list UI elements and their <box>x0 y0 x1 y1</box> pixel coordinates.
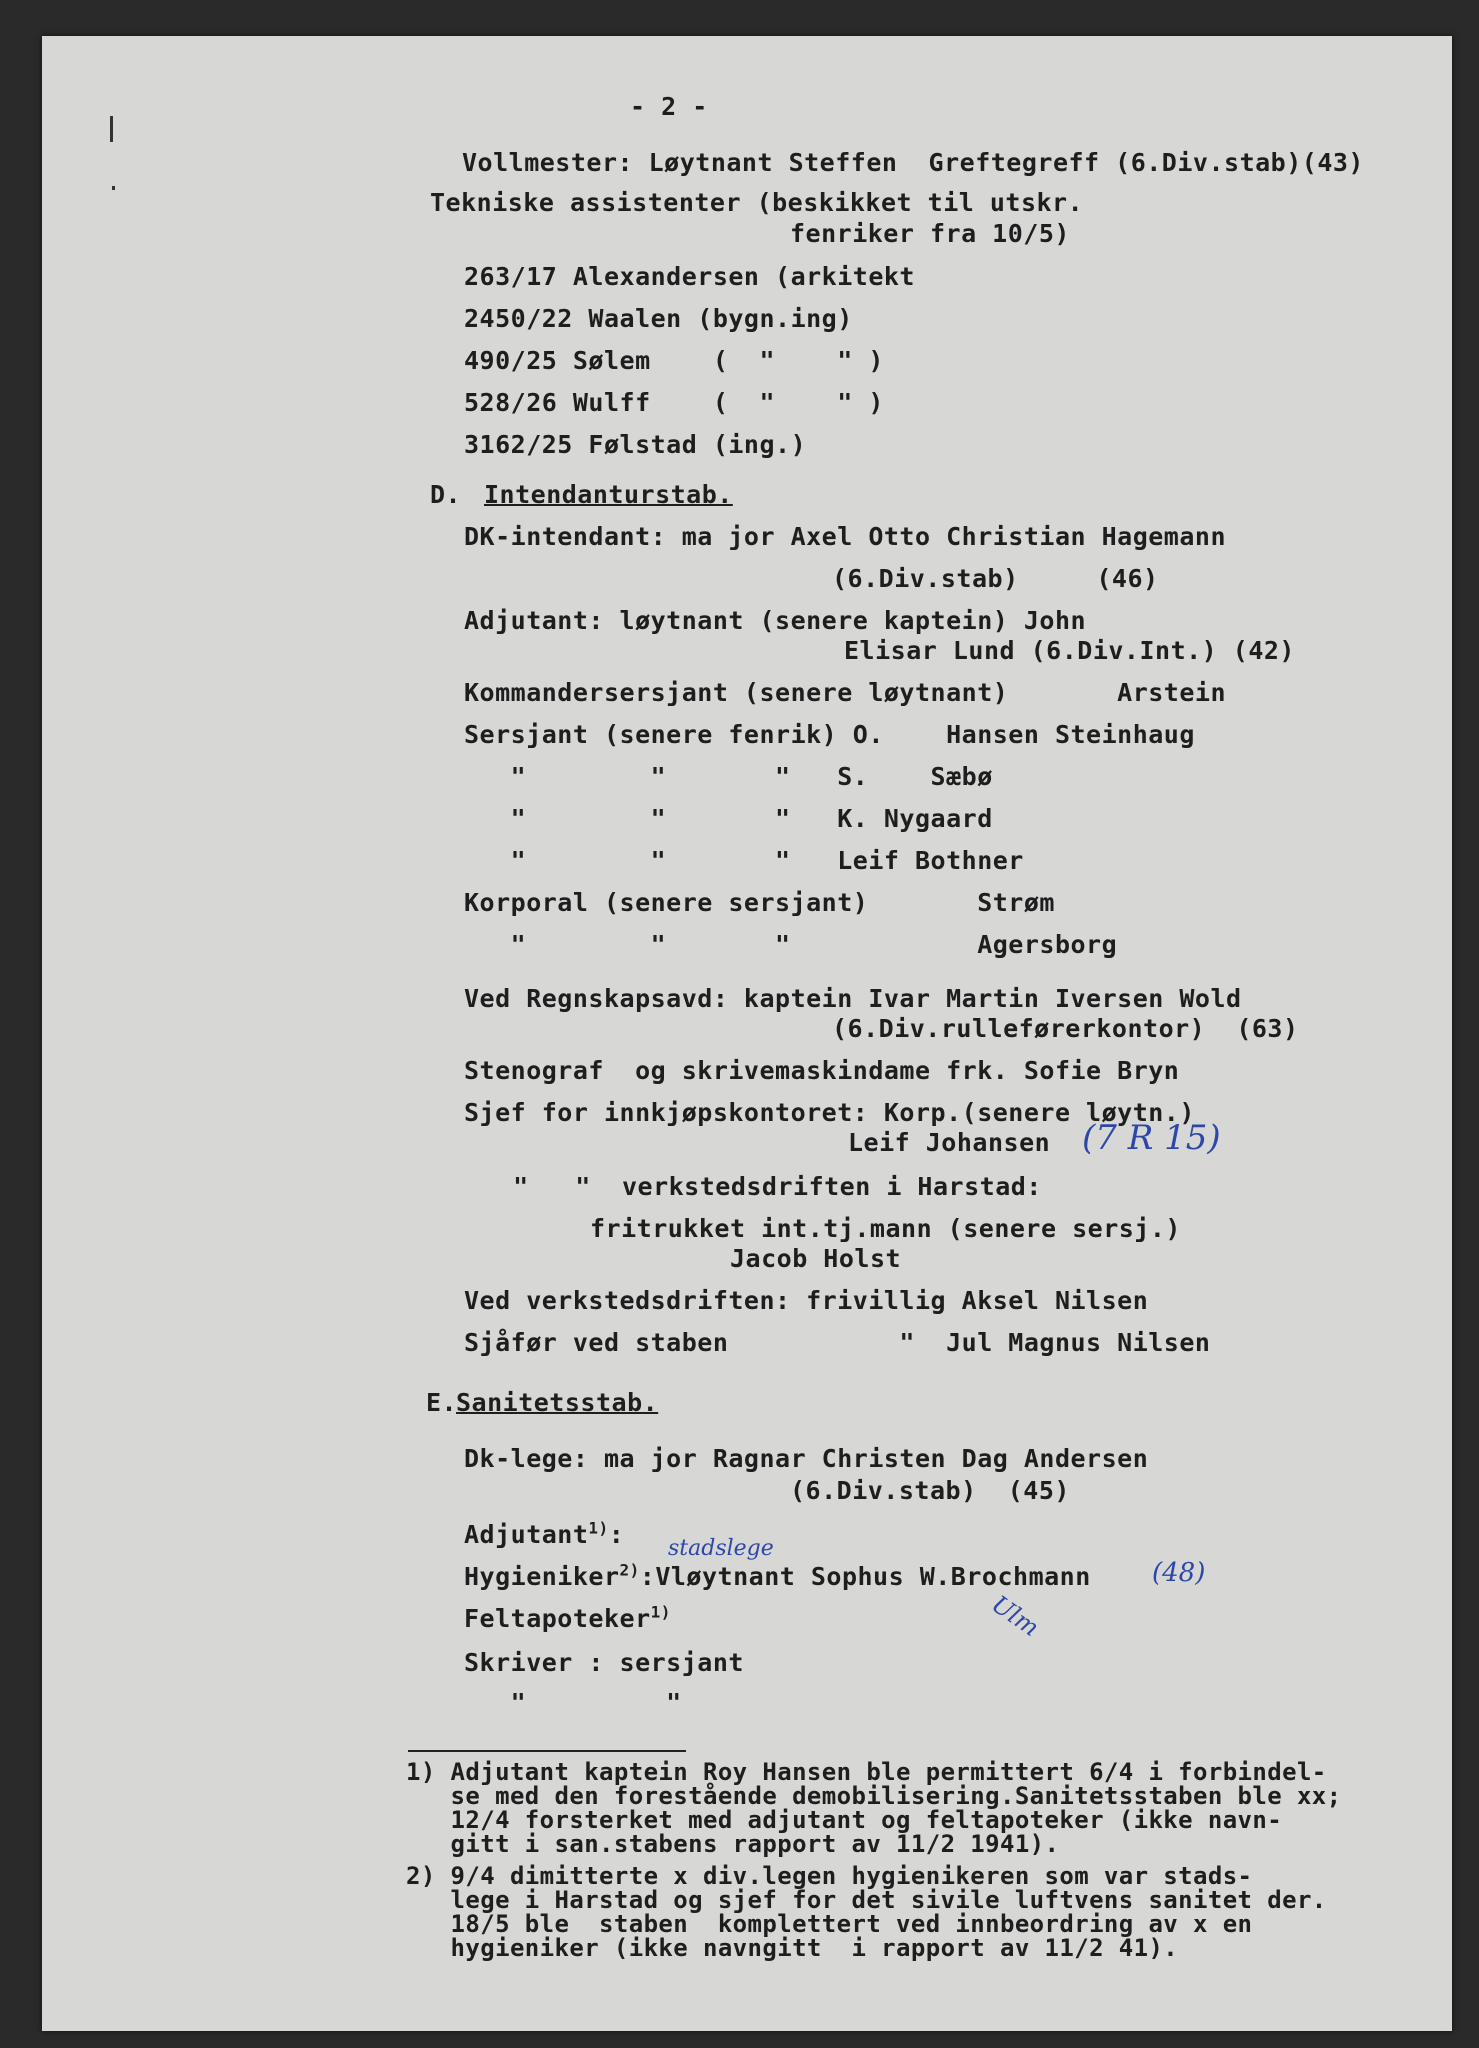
line-d-regn-2: (6.Div.rulleførerkontor) (63) <box>832 1014 1299 1043</box>
line-tek-c: 490/25 Sølem ( " " ) <box>464 346 884 375</box>
line-d-komm: Kommandersersjant (senere løytnant) Arstein <box>464 678 1227 707</box>
line-d-sers-4: " " " Leif Bothner <box>464 846 1024 875</box>
footnote-line: 18/5 ble staben komplettert ved innbeordring av x en <box>406 1910 1253 1938</box>
line-tekniske-2: fenriker fra 10/5) <box>790 219 1070 248</box>
line-d-adj-2: Elisar Lund (6.Div.Int.) (42) <box>844 636 1295 665</box>
line-tekniske-1: Tekniske assistenter (beskikket til utskr. <box>430 188 1084 217</box>
line-tek-d: 528/26 Wulff ( " " ) <box>464 388 884 417</box>
line-e-dk-1: Dk-lege: ma jor Ragnar Christen Dag Andersen <box>464 1444 1149 1473</box>
line-d-dk-1: DK-intendant: ma jor Axel Otto Christian Hagemann <box>464 522 1227 551</box>
line-d-sjef-2: Leif Johansen <box>848 1128 1051 1157</box>
footnote-rule <box>408 1750 686 1752</box>
line-tek-e: 3162/25 Følstad (ing.) <box>464 430 807 459</box>
section-d-title: Intendanturstab. <box>484 480 733 509</box>
margin-mark <box>110 116 113 142</box>
line-d-korp-2: " " " Agersborg <box>464 930 1118 959</box>
line-d-sjafor: Sjåfør ved staben " Jul Magnus Nilsen <box>464 1328 1211 1357</box>
line-e-hyg: Hygieniker$^{2)}$:Vløytnant Sophus W.Brochmann <box>464 1560 1091 1591</box>
footnote-line: 12/4 forsterket med adjutant og feltapoteker (ikke navn- <box>406 1806 1283 1834</box>
line-d-korp-1: Korporal (senere sersjant) Strøm <box>464 888 1055 917</box>
footnote-line: 1) Adjutant kaptein Roy Hansen ble permittert 6/4 i forbindel- <box>406 1758 1327 1786</box>
line-d-verk-2: fritrukket int.tj.mann (senere sersj.) <box>590 1214 1181 1243</box>
handwritten-note-johansen: (7 R 15) <box>1082 1118 1221 1158</box>
footnote-line: gitt i san.stabens rapport av 11/2 1941). <box>406 1830 1060 1858</box>
line-e-skriv-2: " " <box>464 1688 682 1717</box>
section-e-title: Sanitetsstab. <box>456 1388 659 1417</box>
line-d-sers-3: " " " K. Nygaard <box>464 804 993 833</box>
line-d-verk-4: Ved verkstedsdriften: frivillig Aksel Nilsen <box>464 1286 1149 1315</box>
handwritten-age: (48) <box>1152 1558 1206 1588</box>
footnote-line: se med den forestående demobilisering.Sanitetsstaben ble xx; <box>406 1782 1342 1810</box>
line-d-adj-1: Adjutant: løytnant (senere kaptein) John <box>464 606 1087 635</box>
line-tek-b: 2450/22 Waalen (bygn.ing) <box>464 304 853 333</box>
line-d-steno: Stenograf og skrivemaskindame frk. Sofie Bryn <box>464 1056 1180 1085</box>
footnote-line: hygieniker (ikke navngitt i rapport av 11/2 41). <box>406 1934 1179 1962</box>
line-d-sers-1: Sersjant (senere fenrik) O. Hansen Steinhaug <box>464 720 1195 749</box>
page-number: - 2 - <box>630 92 708 121</box>
handwritten-stadslege: stadslege <box>668 1536 774 1561</box>
section-e-letter: E. <box>426 1388 458 1417</box>
document-page <box>42 36 1452 2031</box>
line-e-felt: Feltapoteker$^{1)}$ <box>464 1602 671 1633</box>
footnote-line: 2) 9/4 dimitterte x div.legen hygienikeren som var stads- <box>406 1862 1253 1890</box>
footnote-line: lege i Harstad og sjef for det sivile luftvens sanitet der. <box>406 1886 1327 1914</box>
footnotes <box>406 1760 1342 1960</box>
line-d-dk-2: (6.Div.stab) (46) <box>832 564 1159 593</box>
margin-mark <box>112 186 115 190</box>
line-d-regn-1: Ved Regnskapsavd: kaptein Ivar Martin Iversen Wold <box>464 984 1242 1013</box>
line-d-verk-3: Jacob Holst <box>730 1244 902 1273</box>
line-d-sers-2: " " " S. Sæbø <box>464 762 993 791</box>
line-tek-a: 263/17 Alexandersen (arkitekt <box>464 262 915 291</box>
section-d-letter: D. <box>430 480 462 509</box>
line-d-verk-1: " " verkstedsdriften i Harstad: <box>482 1172 1042 1201</box>
line-e-skriv: Skriver : sersjant <box>464 1648 744 1677</box>
line-vollmester: Vollmester: Løytnant Steffen Greftegreff (6.Div.stab)(43) <box>462 148 1364 177</box>
handwritten-initials: Ulm <box>986 1589 1045 1643</box>
line-d-sjef-1: Sjef for innkjøpskontoret: Korp.(senere løytn.) <box>464 1098 1195 1127</box>
line-e-adj: Adjutant$^{1)}$: <box>464 1518 625 1549</box>
line-e-dk-2: (6.Div.stab) (45) <box>790 1476 1070 1505</box>
